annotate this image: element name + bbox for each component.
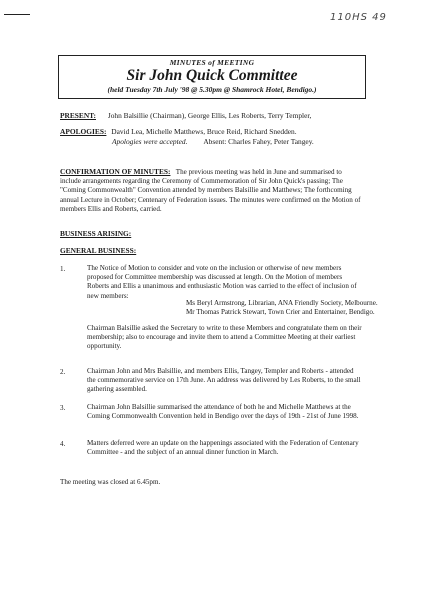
item-text: Chairman John Balsillie summarised the attendance of both he and Michelle Matthews at the Coming Commonwealth Convention held in Bendigo over the days of 19th - 21st of June 1998. [87, 403, 359, 421]
absent-text: Absent: Charles Fahey, Peter Tangey. [203, 137, 314, 146]
title-box [58, 55, 366, 99]
closing-statement: The meeting was closed at 6.45pm. [60, 478, 161, 486]
item-number: 2. [60, 368, 66, 376]
present-label: PRESENT: [60, 111, 96, 120]
general-business-label: GENERAL BUSINESS: [60, 246, 137, 255]
meeting-details: (held Tuesday 7th July '98 @ 5.30pm @ Shamrock Hotel, Bendigo.) [107, 85, 317, 94]
item-text: The Notice of Motion to consider and vote on the inclusion or otherwise of new members proposed for Committee membership was discussed at length. On the Motion of members Roberts and Ellis a unanimous and enthusiastic Motion was carried to the effect of inclusion of new members: [87, 264, 357, 300]
apologies-accepted-row [112, 137, 314, 147]
item-number: 3. [60, 404, 66, 412]
new-member: Ms Beryl Armstrong, Librarian, ANA Friendly Society, Melbourne. [186, 299, 378, 307]
committee-title: Sir John Quick Committee [126, 67, 298, 84]
confirmation-text: The previous meeting was held in June and summarised to include arrangements regarding the Ceremony of Commemoration of Sir John Quick's passing; The "Coming Commonwealth" Convention attended by members Balsillie and Matthews; The forthcoming annual Lecture in October; Centenary of Federation issues. The minutes were confirmed on the Motion of members Ellis and Roberts, carried. [60, 168, 361, 213]
apologies-accepted: Apologies were accepted. [112, 137, 188, 146]
apologies-label: APOLOGIES: [60, 127, 107, 136]
new-member: Mr Thomas Patrick Stewart, Town Crier and Entertainer, Bendigo. [186, 308, 375, 316]
present-text: John Balsillie (Chairman), George Ellis, Les Roberts, Terry Templer, [107, 111, 312, 120]
apologies-text: David Lea, Michelle Matthews, Bruce Reid, Richard Snedden. [111, 127, 297, 136]
apologies-row [60, 127, 297, 137]
confirmation-label: CONFIRMATION OF MINUTES: [60, 167, 171, 176]
item-text: Matters deferred were an update on the happenings associated with the Federation of Centenary Committee - and the subject of an annual dinner function in March. [87, 439, 359, 457]
corner-mark [4, 14, 30, 15]
item-number: 1. [60, 265, 66, 273]
item-text: Chairman John and Mrs Balsillie, and members Ellis, Tangey, Templer and Roberts - attended the commemorative service on 17th June. An address was delivered by Les Roberts, to the small gathering assembled. [87, 367, 361, 394]
present-row [60, 111, 311, 121]
handwritten-annotation: 110HS 49 [330, 12, 387, 23]
business-arising-label: BUSINESS ARISING: [60, 229, 132, 238]
confirmation-paragraph [60, 167, 364, 214]
item-followup: Chairman Balsillie asked the Secretary to write to these Members and congratulate them on their membership; also to encourage and invite them to attend a Committee Meeting at their earliest opportunity. [87, 324, 362, 351]
item-number: 4. [60, 440, 66, 448]
minutes-of-meeting-label: MINUTES of MEETING [169, 58, 255, 67]
